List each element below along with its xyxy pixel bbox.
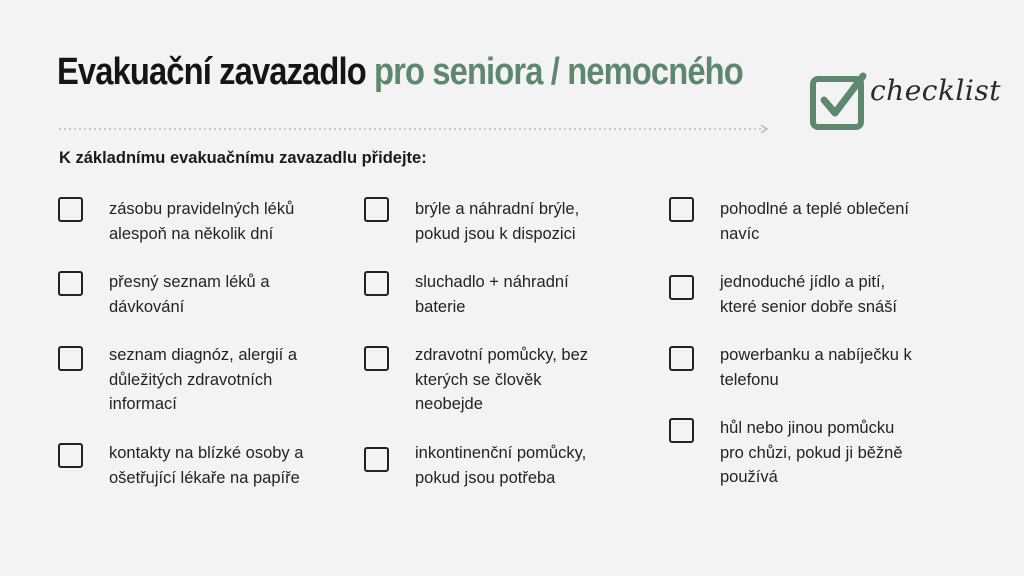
page-title [57,52,743,94]
list-item: jednoduché jídlo a pití, které senior dobře snáší [720,273,898,316]
checkbox[interactable] [58,443,83,468]
checkbox[interactable] [669,346,694,371]
list-item: hůl nebo jinou pomůcku pro chůzi, pokud ji běžně používá [720,419,903,486]
list-item: brýle a náhradní brýle, pokud jsou k dispozici [415,200,580,243]
list-item: přesný seznam léků a dávkování [109,273,270,316]
dotted-arrow-divider [59,123,773,135]
list-item: powerbanku a nabíječku k telefonu [720,346,912,389]
checkbox[interactable] [669,197,694,222]
title-accent: pro seniora / nemocného [374,51,743,93]
checkbox[interactable] [58,271,83,296]
list-item: seznam diagnóz, alergií a důležitých zdravotních informací [109,346,298,413]
checkbox[interactable] [364,197,389,222]
logo-text: checklist [870,74,1001,107]
section-subtitle: K základnímu evakuačnímu zavazadlu přidejte: [59,149,427,167]
checkbox[interactable] [58,346,83,371]
title-main: Evakuační zavazadlo [57,51,366,93]
checklist-logo [808,70,1001,136]
checkbox-check-icon [808,70,868,136]
list-item: zásobu pravidelných léků alespoň na několik dní [109,200,295,243]
checkbox[interactable] [669,418,694,443]
list-item: zdravotní pomůcky, bez kterých se člověk neobejde [415,346,589,413]
list-item: inkontinenční pomůcky, pokud jsou potřeba [415,444,587,487]
list-item: kontakty na blízké osoby a ošetřující lékaře na papíře [109,444,304,487]
list-item: sluchadlo + náhradní baterie [415,273,569,316]
checkbox[interactable] [669,275,694,300]
checkbox[interactable] [364,447,389,472]
list-item: pohodlné a teplé oblečení navíc [720,200,909,243]
checkbox[interactable] [364,346,389,371]
checkbox[interactable] [58,197,83,222]
checkbox[interactable] [364,271,389,296]
